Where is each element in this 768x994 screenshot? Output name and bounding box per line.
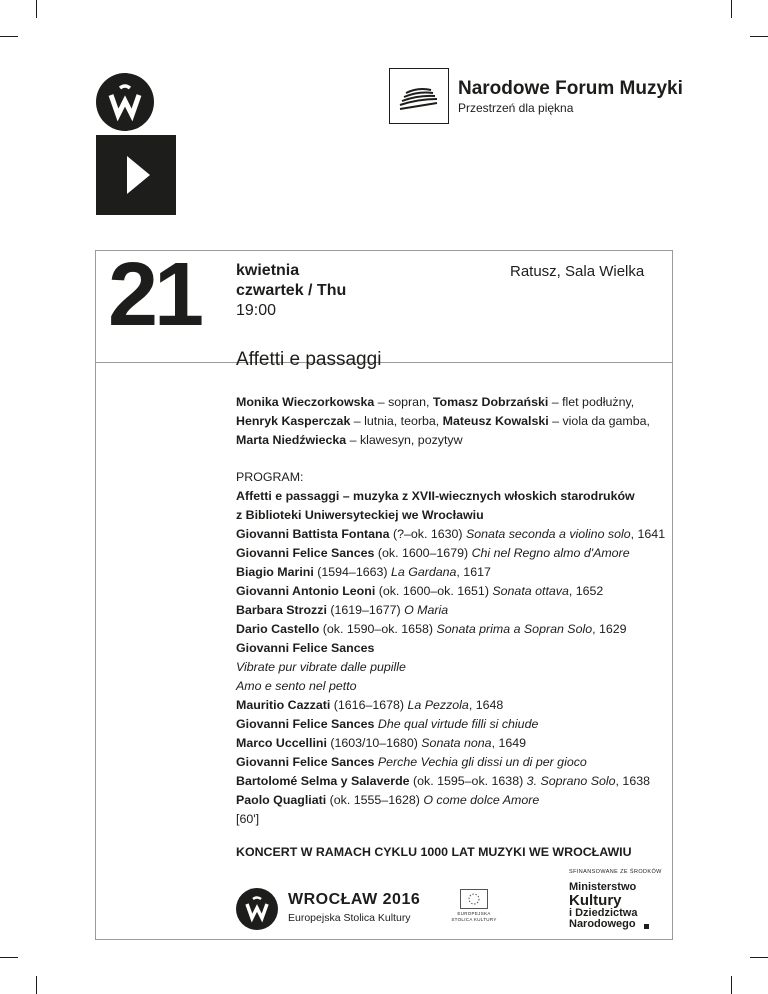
cycle-note: KONCERT W RAMACH CYKLU 1000 LAT MUZYKI WE WROCŁAWIU bbox=[236, 845, 632, 859]
performer-role: – viola da gamba, bbox=[548, 414, 650, 428]
program-item bbox=[236, 791, 666, 810]
event-time: 19:00 bbox=[236, 302, 277, 319]
program-work: Dhe qual virtude filli si chiude bbox=[377, 717, 539, 731]
program-composer: Marco Uccellini bbox=[236, 736, 327, 750]
program-composer: Dario Castello bbox=[236, 622, 320, 636]
program-year: , 1617 bbox=[456, 565, 491, 579]
performer-role: – klawesyn, pozytyw bbox=[346, 433, 463, 447]
program-item bbox=[236, 715, 666, 734]
crop-mark bbox=[36, 976, 37, 994]
program-item bbox=[236, 639, 666, 658]
program-composer: Mauritio Cazzati bbox=[236, 698, 331, 712]
program-composer: Giovanni Battista Fontana bbox=[236, 527, 390, 541]
program-item bbox=[236, 772, 666, 791]
program-work: O Maria bbox=[404, 603, 449, 617]
concert-title: Affetti e passaggi bbox=[236, 349, 382, 370]
program-item bbox=[236, 582, 666, 601]
program-year: , 1629 bbox=[592, 622, 627, 636]
program-year: , 1652 bbox=[568, 584, 604, 598]
performers-line bbox=[236, 412, 666, 431]
nfm-title: Narodowe Forum Muzyki bbox=[458, 78, 683, 99]
program-year: , 1641 bbox=[630, 527, 666, 541]
program-dates: (ok. 1555–1628) bbox=[326, 793, 424, 807]
program-composer: Giovanni Felice Sances bbox=[236, 641, 375, 655]
event-venue: Ratusz, Sala Wielka bbox=[510, 263, 645, 280]
crop-mark bbox=[731, 976, 732, 994]
eu-flag-icon bbox=[460, 889, 488, 909]
performer-name: Marta Niedźwiecka bbox=[236, 433, 347, 447]
event-day: 21 bbox=[108, 245, 201, 345]
ministry-line: Ministerstwo bbox=[569, 881, 637, 893]
program-item bbox=[236, 563, 666, 582]
program-duration: [60'] bbox=[236, 812, 260, 826]
program-item bbox=[236, 734, 666, 753]
program-label: PROGRAM: bbox=[236, 470, 304, 484]
program-work: Sonata prima a Sopran Solo bbox=[436, 622, 593, 636]
program-work: O come dolce Amore bbox=[423, 793, 540, 807]
eu-label: EUROPEJSKA STOLICA KULTURY bbox=[451, 911, 497, 922]
program-item bbox=[236, 544, 666, 563]
program-work: La Pezzola bbox=[407, 698, 469, 712]
wroclaw-title: WROCŁAW 2016 bbox=[288, 891, 421, 908]
program-year: , 1648 bbox=[468, 698, 504, 712]
crop-mark bbox=[750, 957, 768, 958]
program-work: 3. Soprano Solo bbox=[526, 774, 616, 788]
crop-mark bbox=[0, 36, 18, 37]
nfm-logo-icon bbox=[389, 68, 449, 124]
program-work: Perche Vechia gli dissi un di per gioco bbox=[377, 755, 587, 769]
performer-name: Tomasz Dobrzański bbox=[432, 395, 549, 409]
performers-line bbox=[236, 431, 666, 450]
event-month: kwietnia bbox=[236, 262, 300, 279]
program-year: , 1649 bbox=[491, 736, 527, 750]
program-work: Sonata nona bbox=[421, 736, 492, 750]
nfm-subtitle: Przestrzeń dla piękna bbox=[458, 101, 574, 115]
program-composer: Biagio Marini bbox=[236, 565, 314, 579]
performer-name: Monika Wieczorkowska bbox=[236, 395, 375, 409]
program-year: , 1638 bbox=[615, 774, 650, 788]
program-work: Amo e sento nel petto bbox=[236, 679, 357, 693]
program-dates: (ok. 1595–ok. 1638) bbox=[409, 774, 527, 788]
program-body bbox=[236, 393, 666, 829]
ministry-line: Kultury bbox=[569, 892, 622, 909]
program-work: Sonata ottava bbox=[492, 584, 569, 598]
program-item bbox=[236, 601, 666, 620]
w-logo-icon bbox=[96, 73, 154, 131]
divider bbox=[95, 362, 673, 363]
program-item bbox=[236, 620, 666, 639]
performer-name: Henryk Kasperczak bbox=[236, 414, 351, 428]
program-composer: Bartolomé Selma y Salaverde bbox=[236, 774, 410, 788]
program-dates: (?–ok. 1630) bbox=[389, 527, 466, 541]
performer-name: Mateusz Kowalski bbox=[442, 414, 549, 428]
crop-mark bbox=[0, 957, 18, 958]
program-dates: (ok. 1590–ok. 1658) bbox=[319, 622, 437, 636]
program-work: Vibrate pur vibrate dalle pupille bbox=[236, 660, 406, 674]
performer-role: – flet podłużny, bbox=[548, 395, 635, 409]
play-icon bbox=[96, 135, 176, 215]
crop-mark bbox=[731, 0, 732, 18]
program-heading: Affetti e passaggi – muzyka z XVII-wiecznych włoskich starodruków bbox=[236, 489, 635, 503]
funding-label: SFINANSOWANE ZE ŚRODKÓW bbox=[569, 869, 662, 875]
program-dates: (ok. 1600–ok. 1651) bbox=[375, 584, 493, 598]
crop-mark bbox=[36, 0, 37, 18]
program-composer: Giovanni Antonio Leoni bbox=[236, 584, 376, 598]
program-dates: (ok. 1600–1679) bbox=[374, 546, 472, 560]
program-composer: Barbara Strozzi bbox=[236, 603, 327, 617]
program-item bbox=[236, 525, 666, 544]
ministry-dot-icon bbox=[644, 924, 649, 929]
performers-line bbox=[236, 393, 666, 412]
crop-mark bbox=[750, 36, 768, 37]
program-dates: (1619–1677) bbox=[326, 603, 405, 617]
wroclaw-logo-icon bbox=[236, 888, 278, 930]
program-dates: (1594–1663) bbox=[313, 565, 391, 579]
program-item bbox=[236, 753, 666, 772]
program-composer: Giovanni Felice Sances bbox=[236, 717, 375, 731]
program-list bbox=[236, 525, 666, 810]
program-heading: z Biblioteki Uniwersyteckiej we Wrocławiu bbox=[236, 508, 484, 522]
program-work: La Gardana bbox=[390, 565, 457, 579]
program-work: Chi nel Regno almo d'Amore bbox=[471, 546, 630, 560]
program-item bbox=[236, 696, 666, 715]
event-weekday: czwartek / Thu bbox=[236, 282, 347, 299]
program-composer: Paolo Quagliati bbox=[236, 793, 327, 807]
program-composer: Giovanni Felice Sances bbox=[236, 546, 375, 560]
performer-role: – lutnia, teorba, bbox=[350, 414, 443, 428]
ministry-line: Narodowego bbox=[569, 918, 636, 930]
program-composer: Giovanni Felice Sances bbox=[236, 755, 375, 769]
program-dates: (1616–1678) bbox=[330, 698, 408, 712]
wroclaw-subtitle: Europejska Stolica Kultury bbox=[288, 912, 411, 924]
performer-role: – sopran, bbox=[374, 395, 433, 409]
program-item bbox=[236, 658, 666, 677]
ministry-line: i Dziedzictwa bbox=[569, 907, 638, 919]
program-dates: (1603/10–1680) bbox=[326, 736, 422, 750]
program-item bbox=[236, 677, 666, 696]
program-work: Sonata seconda a violino solo bbox=[466, 527, 631, 541]
